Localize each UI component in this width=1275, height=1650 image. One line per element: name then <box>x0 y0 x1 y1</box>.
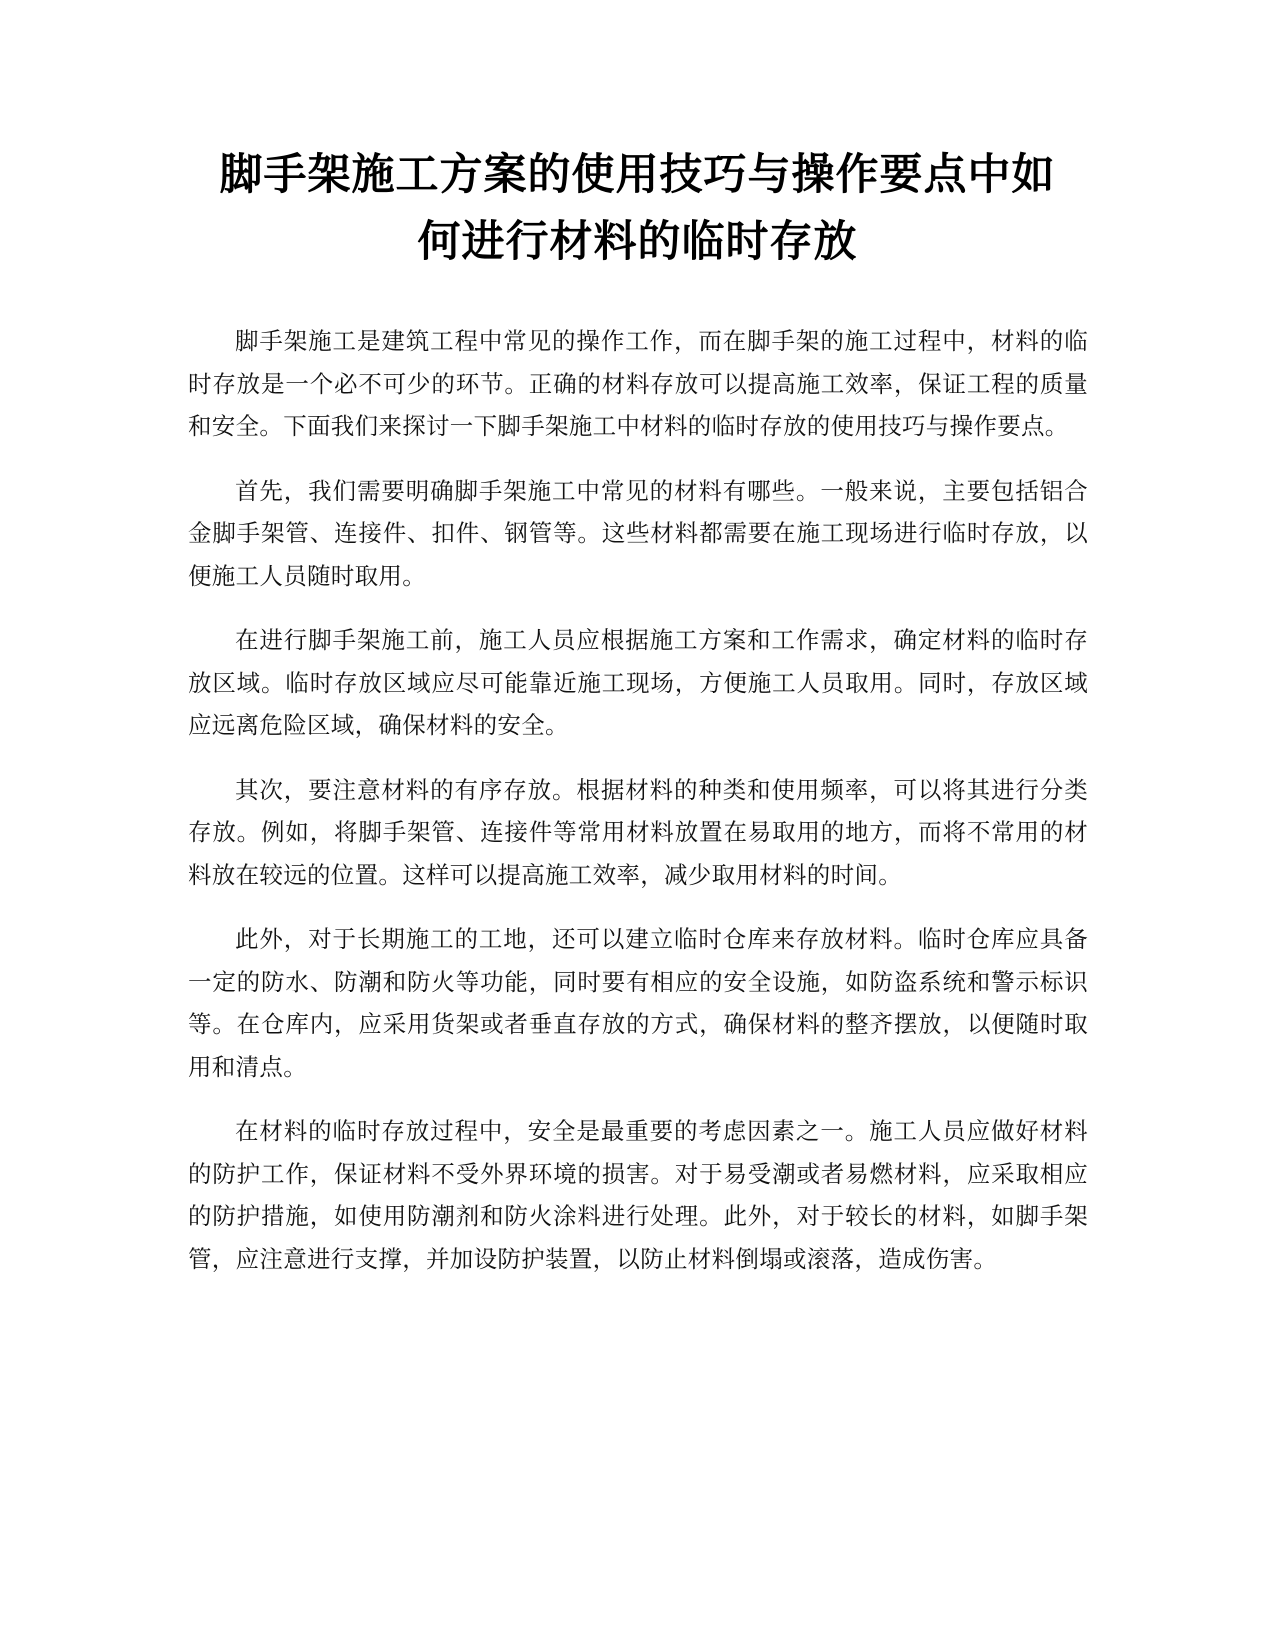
paragraph-2: 首先，我们需要明确脚手架施工中常见的材料有哪些。一般来说，主要包括铝合金脚手架管、连接件、扣件、钢管等。这些材料都需要在施工现场进行临时存放，以便施工人员随时取用。 <box>188 476 1088 590</box>
paragraph-5: 此外，对于长期施工的工地，还可以建立临时仓库来存放材料。临时仓库应具备一定的防水、防潮和防火等功能，同时要有相应的安全设施，如防盗系统和警示标识等。在仓库内，应采用货架或者垂直存放的方式，确保材料的整齐摆放，以便随时取用和清点。 <box>188 925 1088 1081</box>
title-line-1: 脚手架施工方案的使用技巧与操作要点中如 <box>219 150 1056 200</box>
title-line-2: 何进行材料的临时存放 <box>417 217 858 267</box>
paragraph-4: 其次，要注意材料的有序存放。根据材料的种类和使用频率，可以将其进行分类存放。例如，将脚手架管、连接件等常用材料放置在易取用的地方，而将不常用的材料放在较远的位置。这样可以提高施工效率，减少取用材料的时间。 <box>188 775 1088 889</box>
paragraph-6: 在材料的临时存放过程中，安全是最重要的考虑因素之一。施工人员应做好材料的防护工作，保证材料不受外界环境的损害。对于易受潮或者易燃材料，应采取相应的防护措施，如使用防潮剂和防火涂料进行处理。此外，对于较长的材料，如脚手架管，应注意进行支撑，并加设防护装置，以防止材料倒塌或滚落，造成伤害。 <box>188 1117 1088 1273</box>
paragraph-1: 脚手架施工是建筑工程中常见的操作工作，而在脚手架的施工过程中，材料的临时存放是一个必不可少的环节。正确的材料存放可以提高施工效率，保证工程的质量和安全。下面我们来探讨一下脚手架施工中材料的临时存放的使用技巧与操作要点。 <box>188 327 1088 440</box>
document-title <box>175 142 1100 276</box>
paragraph-3: 在进行脚手架施工前，施工人员应根据施工方案和工作需求，确定材料的临时存放区域。临时存放区域应尽可能靠近施工现场，方便施工人员取用。同时，存放区域应远离危险区域，确保材料的安全。 <box>188 626 1088 739</box>
document-body <box>188 320 1088 1302</box>
